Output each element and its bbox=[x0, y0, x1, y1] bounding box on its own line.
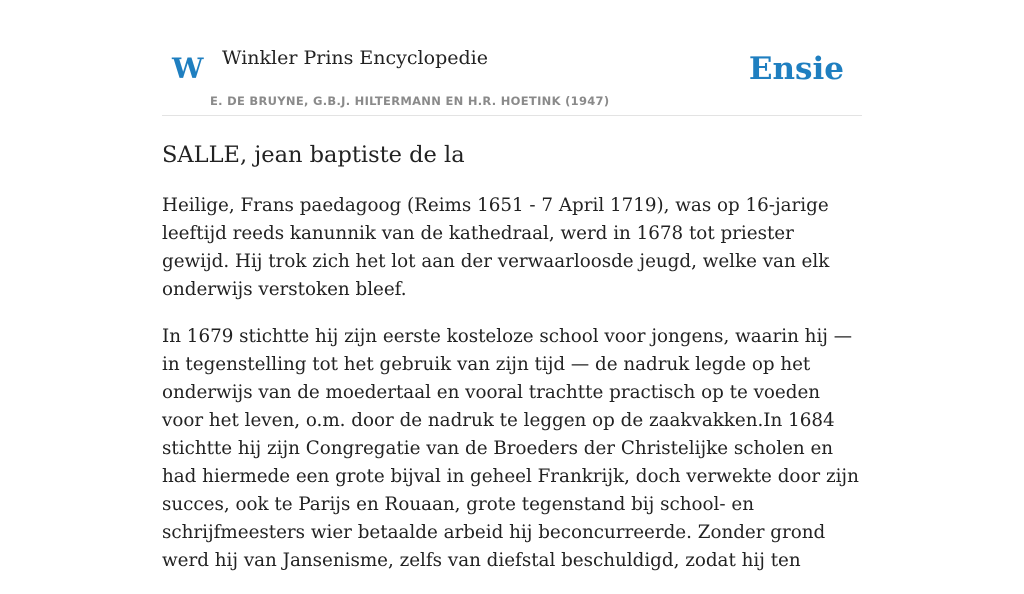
authors-line: E. DE BRUYNE, G.B.J. HILTERMANN EN H.R. HOETINK (1947) bbox=[210, 94, 610, 108]
entry-paragraph: In 1679 stichtte hij zijn eerste kosteloze school voor jongens, waarin hij — in tegenstelling tot het gebruik van zijn tijd — de nadruk legde op het onderwijs van de moedertaal en vooral trachtte practisch op te voeden voor het leven, o.m. door de nadruk te leggen op de zaakvakken.In 1684 stichtte hij zijn Congregatie van de Broeders der Christelijke scholen en had hiermede een grote bijval in geheel Frankrijk, doch verwekte door zijn succes, ook te Parijs en Rouaan, grote tegenstand bij school- en schrijfmeesters wier betaalde arbeid hij beconcurreerde. Zonder grond werd hij van Jansenisme, zelfs van diefstal beschuldigd, zodat hij ten bbox=[162, 326, 859, 571]
entry-title: SALLE, jean baptiste de la bbox=[162, 142, 465, 168]
entry-paragraph: Heilige, Frans paedagoog (Reims 1651 - 7 April 1719), was op 16-jarige leeftijd reeds kanunnik van de kathedraal, werd in 1678 tot priester gewijd. Hij trok zich het lot aan der verwaarloosde jeugd, welke van elk onderwijs verstoken bleef. bbox=[162, 195, 830, 300]
ensie-logo[interactable]: Ensie bbox=[748, 51, 844, 87]
page-container bbox=[162, 0, 862, 571]
site-header bbox=[162, 0, 862, 116]
winkler-prins-logo[interactable]: W bbox=[172, 52, 204, 85]
entry-body bbox=[162, 192, 862, 594]
site-title[interactable]: Winkler Prins Encyclopedie bbox=[222, 47, 488, 69]
